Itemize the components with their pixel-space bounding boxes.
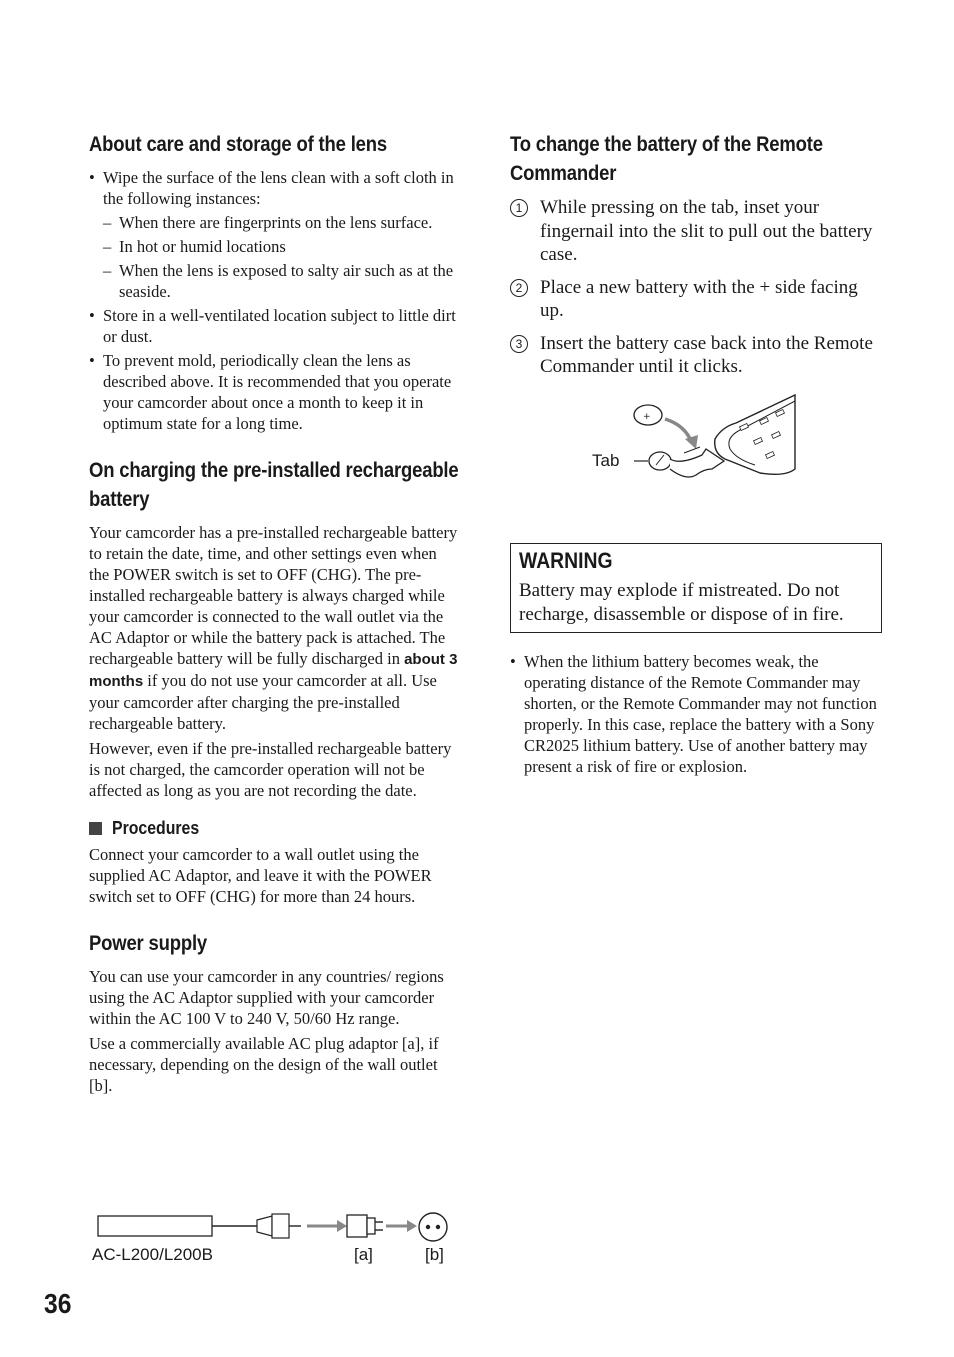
lens-care-section — [89, 130, 459, 434]
page-number: 36 — [44, 1288, 72, 1319]
charging-paragraph-1 — [89, 522, 459, 734]
tab-label: Tab — [592, 450, 620, 470]
step-number-2: 2 — [510, 279, 528, 297]
remote-battery-steps — [510, 196, 882, 379]
adaptor-label: AC-L200/L200B — [92, 1245, 213, 1264]
list-item: • To prevent mold, periodically clean the lens as described above. It is recommended that you operate your camcorder about once a month to keep it in optimum state for a long time. — [89, 350, 459, 434]
list-item — [89, 167, 459, 302]
step-text-1: While pressing on the tab, inset your fingernail into the slit to pull out the battery case. — [540, 197, 873, 265]
lens-bullet-1: Wipe the surface of the lens clean with a soft cloth in the following instances: — [103, 168, 454, 208]
list-item — [510, 276, 882, 323]
remote-commander-icon — [510, 389, 882, 507]
svg-text:+: + — [643, 411, 651, 422]
charging-text-b: if you do not use your camcorder at all. Use your camcorder after charging the pre-installed rechargeable battery. — [89, 671, 437, 733]
remote-battery-section — [510, 130, 882, 507]
list-item — [510, 332, 882, 379]
list-item — [510, 196, 882, 267]
remote-battery-figure — [510, 389, 882, 507]
list-item: • When the lithium battery becomes weak, the operating distance of the Remote Commander may shorten, or the Remote Commander may not function properly. In this case, replace the battery with a Sony CR2025 lithium battery. Use of another battery may present a risk of fire or explosion. — [510, 651, 878, 777]
step-number-3: 3 — [510, 335, 528, 353]
ac-plug-figure — [89, 1206, 461, 1272]
charging-emphasis: about 3 months — [89, 651, 458, 690]
lens-care-list — [89, 167, 459, 434]
left-column — [89, 130, 459, 1100]
remote-battery-heading: To change the battery of the Remote Commander — [510, 133, 823, 185]
lens-care-heading: About care and storage of the lens — [89, 133, 387, 156]
step-text-2: Place a new battery with the + side facing up. — [540, 276, 858, 321]
plug-b-label: [b] — [425, 1245, 444, 1264]
list-item: – In hot or humid locations — [103, 236, 459, 257]
procedures-heading — [89, 815, 459, 841]
right-column — [510, 130, 882, 780]
plug-a-label: [a] — [354, 1245, 373, 1264]
list-item: • Store in a well-ventilated location subject to little dirt or dust. — [89, 305, 459, 347]
step-number-1: 1 — [510, 199, 528, 217]
battery-notes-list — [510, 651, 878, 777]
power-supply-heading: Power supply — [89, 932, 208, 955]
warning-box — [510, 543, 882, 633]
power-supply-section — [89, 929, 459, 1096]
warning-title: WARNING — [519, 547, 613, 573]
power-paragraph-2: Use a commercially available AC plug adaptor [a], if necessary, depending on the design of the wall outlet [b]. — [89, 1034, 439, 1095]
list-item: – When there are fingerprints on the lens surface. — [103, 212, 459, 233]
power-paragraph-1: You can use your camcorder in any countries/ regions using the AC Adaptor supplied with your camcorder within the AC 100 V to 240 V, 50/60 Hz range. — [89, 967, 444, 1028]
procedures-text: Connect your camcorder to a wall outlet using the supplied AC Adaptor, and leave it with the POWER switch set to OFF (CHG) for more than 24 hours. — [89, 845, 432, 906]
charging-paragraph-2: However, even if the pre-installed rechargeable battery is not charged, the camcorder operation will not be affected as long as you are not recording the date. — [89, 739, 452, 800]
charging-section — [89, 456, 459, 907]
procedures-heading-text: Procedures — [112, 818, 200, 838]
lens-instances-list — [103, 212, 459, 302]
charging-text-a: Your camcorder has a pre-installed rechargeable battery to retain the date, time, and other settings even when the POWER switch is set to OFF (CHG). The pre-installed rechargeable battery is always charged while your camcorder is connected to the wall outlet via the AC Adaptor or while the battery pack is attached. The rechargeable battery will be fully discharged in — [89, 523, 458, 668]
list-item: – When the lens is exposed to salty air such as at the seaside. — [103, 260, 459, 302]
plug-diagram-icon — [89, 1206, 461, 1246]
square-bullet-icon — [89, 822, 102, 835]
warning-text: Battery may explode if mistreated. Do not recharge, disassemble or dispose of in fire. — [519, 579, 844, 625]
step-text-3: Insert the battery case back into the Remote Commander until it clicks. — [540, 332, 873, 377]
charging-heading: On charging the pre-installed rechargeable battery — [89, 459, 459, 511]
